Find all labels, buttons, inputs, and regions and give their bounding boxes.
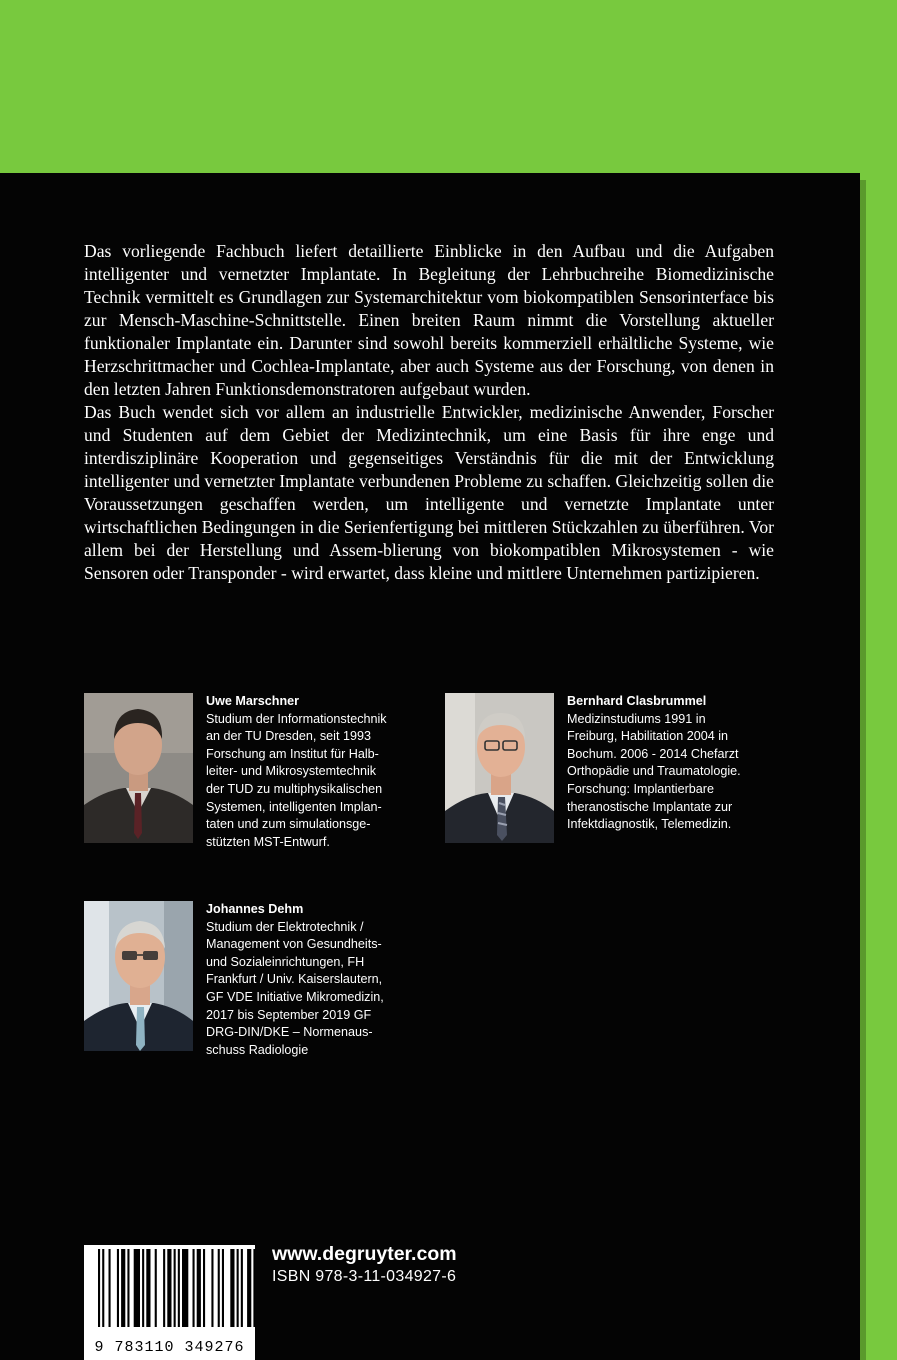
author-bio xyxy=(206,901,421,1059)
author-bernhard-clasbrummel xyxy=(445,693,782,843)
bio-line: und Sozialeinrichtungen, FH xyxy=(206,954,365,969)
bio-line: Studium der Elektrotechnik / xyxy=(206,919,364,934)
bio-line: GF VDE Initiative Mikromedizin, xyxy=(206,989,384,1004)
author-name: Uwe Marschner xyxy=(206,694,300,708)
isbn-barcode xyxy=(84,1245,255,1360)
bio-line: theranostische Implantate zur xyxy=(567,799,733,814)
publisher-website-link[interactable]: www.degruyter.com xyxy=(272,1243,457,1265)
bio-line: Management von Gesundheits- xyxy=(206,937,382,952)
author-photo xyxy=(84,693,193,843)
author-uwe-marschner xyxy=(84,693,421,851)
bio-line: Frankfurt / Univ. Kaiserslautern, xyxy=(206,972,383,987)
author-photo xyxy=(84,901,193,1051)
author-bio xyxy=(206,693,421,851)
bio-line: Medizinstudiums 1991 in xyxy=(567,711,706,726)
description-paragraph-1: Das vorliegende Fachbuch liefert detaillierte Einblicke in den Aufbau und die Aufgaben intelligenter und vernetzter Implantate. In Begleitung der Lehrbuchreihe Biomedizinische Technik vermittelt es Grundlagen zur Systemarchitektur vom biokompatiblen Sensorinterface bis zur Mensch-Maschine-Schnittstelle. Einen breiten Raum nimmt die Vorstellung aktueller funktionaler Implantate ein. Darunter sind sowohl bereits kommerziell erhältliche Systeme, wie Herzschrittmacher und Cochlea-Implantate, aber auch Systeme aus der Forschung, von denen in den letzten Jahren Funktionsdemonstratoren aufgebaut wurden. xyxy=(84,241,774,399)
bio-line: leiter- und Mikrosystemtechnik xyxy=(206,764,377,779)
description-paragraph-2: Das Buch wendet sich vor allem an industrielle Entwickler, medizinische Anwender, Forscher und Studenten auf dem Gebiet der Medizintechnik, um eine Basis für ihre enge und interdisziplinäre Kooperation und gegenseitiges Verständnis für die mit der Entwicklung intelligenter und vernetzter Implantate verbundenen Probleme zu schaffen. Gleichzeitig sollen die Voraussetzungen geschaffen werden, um intelligente und vernetzte Implantate unter wirtschaftlichen Bedingungen in die Serienfertigung bei mittleren Stückzahlen zu überführen. Vor allem bei der Herstellung und Assem-blierung von biokompatiblen Mikrosystemen - wie Sensoren oder Transponder - wird erwartet, dass kleine und mittlere Unternehmen partizipieren. xyxy=(84,402,774,583)
bio-line: Freiburg, Habilitation 2004 in xyxy=(567,729,729,744)
bio-line: Studium der Informationstechnik xyxy=(206,711,387,726)
author-name: Johannes Dehm xyxy=(206,902,304,916)
bio-line: Forschung am Institut für Halb- xyxy=(206,746,379,761)
bio-line: Infektdiagnostik, Telemedizin. xyxy=(567,817,732,832)
author-name: Bernhard Clasbrummel xyxy=(567,694,707,708)
cover-shadow xyxy=(860,180,866,1360)
bio-line: Bochum. 2006 - 2014 Chefarzt xyxy=(567,746,739,761)
book-description xyxy=(84,240,774,585)
bio-line: 2017 bis September 2019 GF xyxy=(206,1007,372,1022)
author-bio xyxy=(567,693,782,843)
bio-line: DRG-DIN/DKE – Normenaus- xyxy=(206,1025,373,1040)
bio-line: Systemen, intelligenten Implan- xyxy=(206,799,382,814)
bio-line: schuss Radiologie xyxy=(206,1042,309,1057)
isbn-number: ISBN 978-3-11-034927-6 xyxy=(272,1268,457,1285)
bio-line: taten und zum simulationsge- xyxy=(206,817,371,832)
author-photo xyxy=(445,693,554,843)
barcode-bars-icon xyxy=(84,1249,255,1341)
bio-line: an der TU Dresden, seit 1993 xyxy=(206,729,371,744)
barcode-digits: 9 783110 349276 xyxy=(94,1339,245,1356)
bio-line: stützten MST-Entwurf. xyxy=(206,834,330,849)
author-johannes-dehm xyxy=(84,901,421,1059)
bio-line: Forschung: Implantierbare xyxy=(567,781,714,796)
bio-line: Orthopädie und Traumatologie. xyxy=(567,764,741,779)
bio-line: der TUD zu multiphysikalischen xyxy=(206,781,383,796)
